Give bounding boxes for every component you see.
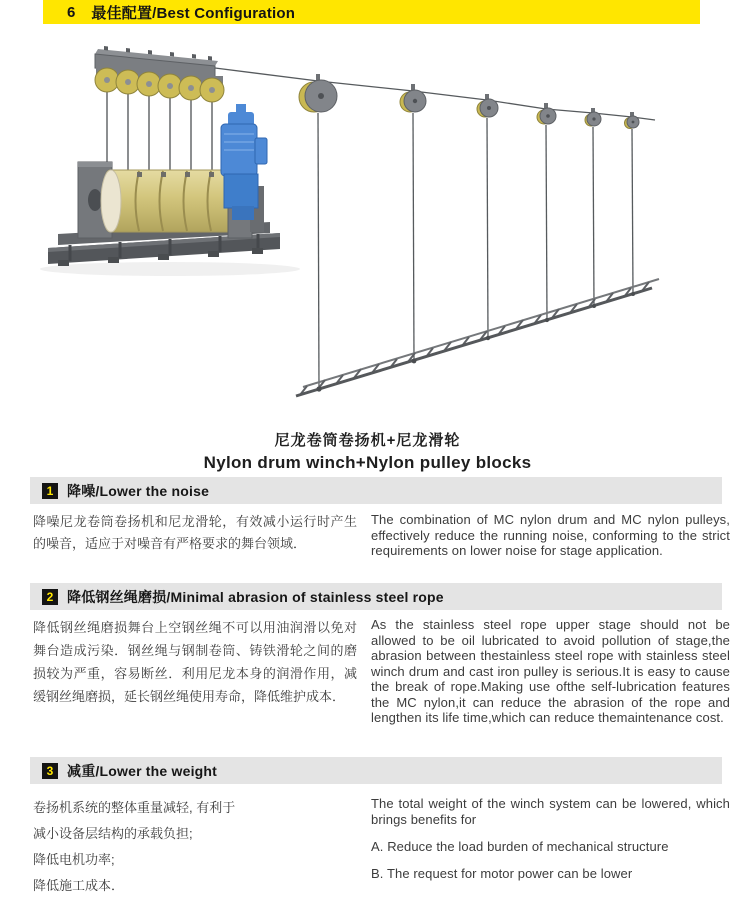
winch-machine bbox=[48, 104, 280, 266]
chapter-header-bar bbox=[43, 0, 700, 24]
winch-drum bbox=[101, 170, 234, 232]
winch-system-illustration bbox=[0, 26, 735, 431]
section-2-title: 降低钢丝绳磨损/Minimal abrasion of stainless steel rope bbox=[67, 588, 444, 605]
section-3-en-item-b: B. The request for motor power can be lower bbox=[371, 865, 633, 881]
chapter-title: 最佳配置/Best Configuration bbox=[91, 4, 296, 22]
section-3-number-badge: 3 bbox=[42, 763, 58, 779]
section-3-cn-line: 降低电机功率; bbox=[33, 852, 115, 867]
pulley-block bbox=[625, 112, 640, 129]
pulley-block bbox=[537, 103, 556, 124]
section-2-header bbox=[30, 583, 722, 610]
section-2-text-en: As the stainless steel rope upper stage should not be allowed to be oil lubricated to avoid pollution of stage,the abrasion between thestainless steel rope with stainless steel winch drum and cast iron pulley is serious.It is easy to cause the break of rope.Making use ofthe self-lubrication features the MC nylon,it can reduce the abrasion of the rope and lengthen its life time,which can reduce themaintenance cost. bbox=[371, 617, 730, 725]
section-1-header bbox=[30, 477, 722, 504]
figure-caption-cn: 尼龙卷筒卷扬机+尼龙滑轮 bbox=[274, 432, 461, 449]
pulley-block bbox=[400, 84, 426, 112]
section-3-text-cn bbox=[33, 795, 357, 899]
section-1-text-cn: 降噪尼龙卷筒卷扬机和尼龙滑轮，有效减小运行时产生的噪音，适应于对噪音有严格要求的舞台领域． bbox=[33, 514, 357, 551]
pulley-blocks bbox=[299, 74, 639, 129]
section-3-header bbox=[30, 757, 722, 784]
chapter-number: 6 bbox=[67, 3, 76, 21]
section-2-text-cn: 降低钢丝绳磨损舞台上空钢丝绳不可以用油润滑以免对舞台造成污染．钢丝绳与钢制卷筒、铸铁滑轮之间的磨损较为严重，容易断丝．利用尼龙本身的润滑作用，减缓钢丝绳磨损，延长钢丝绳使用寿命，降低维护成本． bbox=[33, 620, 357, 704]
section-3-cn-line: 减小设备层结构的承载负担; bbox=[33, 826, 193, 841]
figure-caption bbox=[0, 429, 735, 473]
section-1-title: 降噪/Lower the noise bbox=[67, 482, 210, 499]
section-3-title: 减重/Lower the weight bbox=[67, 762, 218, 779]
wire-cable bbox=[215, 68, 655, 120]
section-2-number-badge: 2 bbox=[42, 589, 58, 605]
drop-ropes bbox=[318, 113, 633, 389]
section-3-cn-line: 卷扬机系统的整体重量减轻, 有利于 bbox=[33, 800, 236, 815]
pulley-block bbox=[585, 108, 601, 126]
section-1-text-en: The combination of MC nylon drum and MC nylon pulleys, effectively reduce the running noise, conforming to the strict requirements on lower noise for stage application. bbox=[371, 512, 730, 558]
section-1-number-badge: 1 bbox=[42, 483, 58, 499]
figure-caption-en: Nylon drum winch+Nylon pulley blocks bbox=[203, 453, 532, 472]
truss-batten bbox=[296, 279, 659, 396]
section-3-en-intro: The total weight of the winch system can be lowered, which brings benefits for bbox=[371, 796, 730, 827]
floor-shadow bbox=[40, 262, 300, 276]
section-3-cn-line: 降低施工成本． bbox=[33, 878, 125, 893]
pulley-block bbox=[477, 94, 498, 117]
section-3-en-item-a: A. Reduce the load burden of mechanical structure bbox=[371, 839, 669, 854]
